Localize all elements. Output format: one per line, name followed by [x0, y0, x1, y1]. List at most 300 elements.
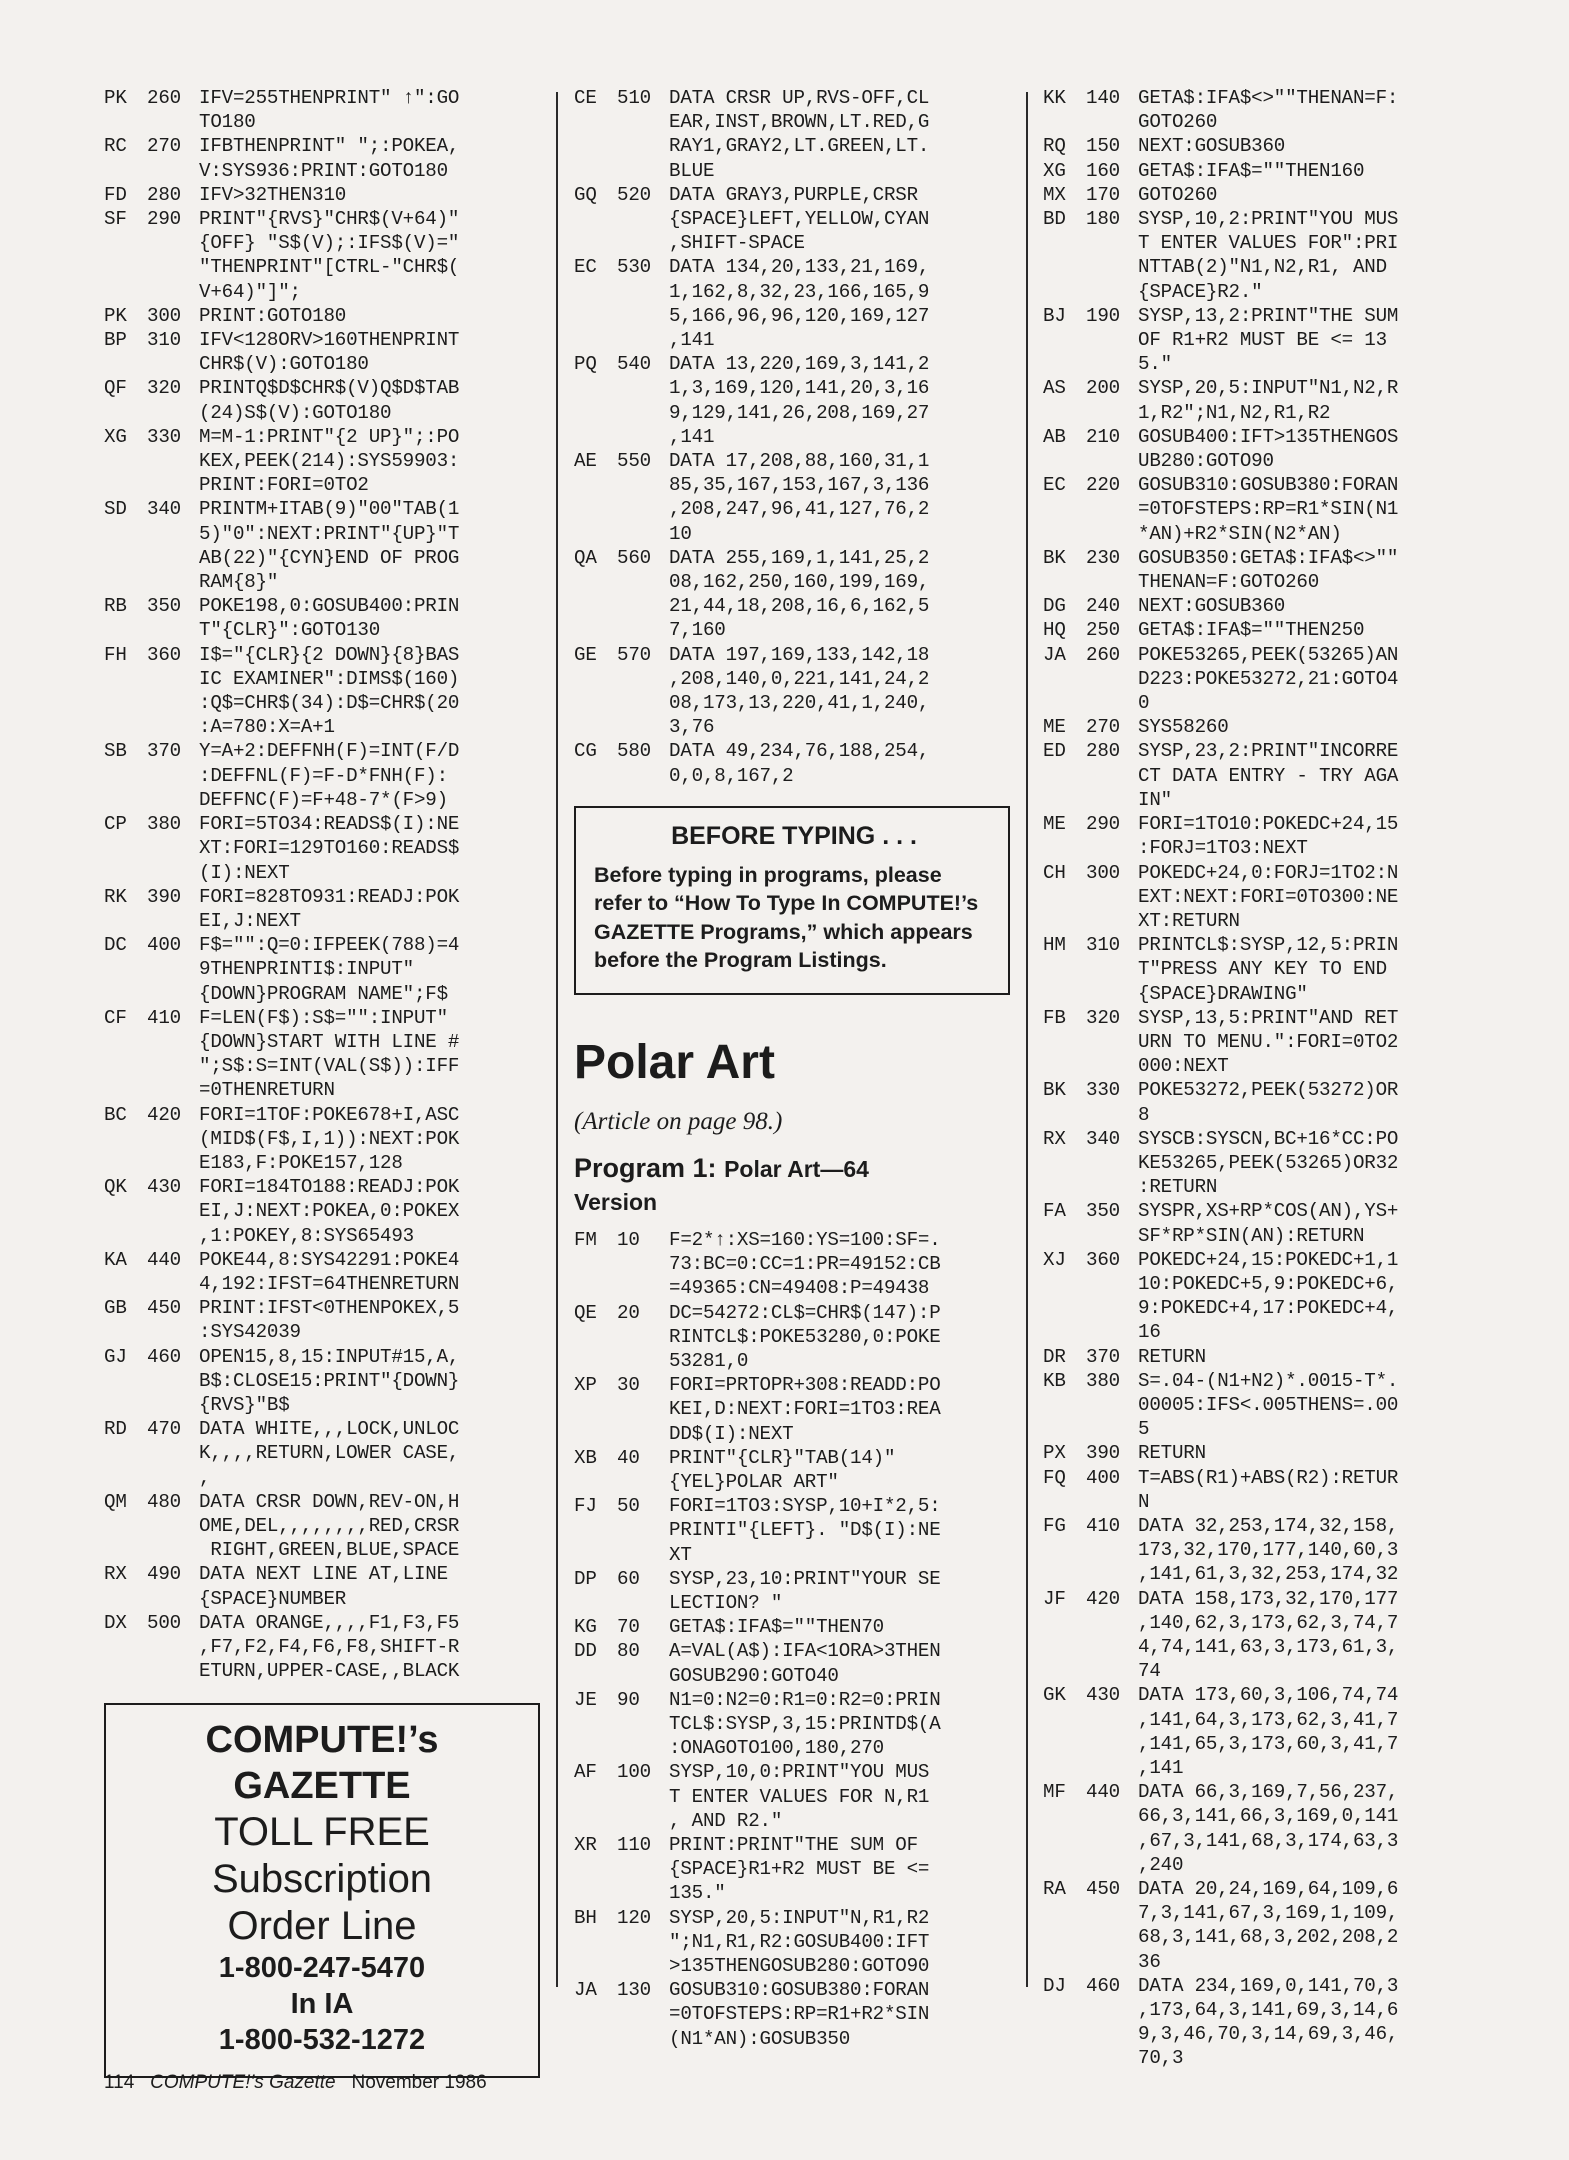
- page-footer: [104, 2072, 487, 2094]
- checksum: JA: [1043, 643, 1066, 666]
- code-continuation: ";S$:S=INT(VAL(S$)):IFF: [199, 1055, 460, 1078]
- program-line: [1043, 739, 1483, 812]
- line-number: 190: [1086, 304, 1120, 327]
- checksum: BK: [1043, 546, 1066, 569]
- checksum: AE: [574, 450, 597, 473]
- checksum: KG: [574, 1616, 597, 1639]
- code-text: NEXT:GOSUB360: [1138, 135, 1286, 158]
- line-number: 280: [1086, 740, 1120, 763]
- program-line: [104, 739, 544, 812]
- code-text: PRINTM+ITAB(9)"00"TAB(1: [199, 498, 460, 521]
- line-number: 530: [617, 256, 651, 279]
- checksum: SF: [104, 208, 127, 231]
- program-line: [1043, 159, 1483, 183]
- program-line: [574, 183, 1016, 256]
- line-number: 370: [1086, 1345, 1120, 1368]
- code-text: IFV<128ORV>160THENPRINT: [199, 329, 460, 352]
- code-text: PRINT:PRINT"THE SUM OF: [669, 1833, 918, 1856]
- code-continuation: {OFF} "S$(V);:IFS$(V)=": [199, 232, 460, 255]
- code-continuation: RINTCL$:POKE53280,0:POKE: [669, 1325, 941, 1348]
- checksum: HM: [1043, 934, 1066, 957]
- line-number: 90: [617, 1688, 640, 1711]
- code-text: F$="":Q=0:IFPEEK(788)=4: [199, 934, 460, 957]
- code-text: GOTO260: [1138, 183, 1218, 206]
- program-line: [104, 594, 544, 642]
- program-line: [574, 1688, 1016, 1761]
- line-number: 50: [617, 1495, 640, 1518]
- code-continuation: (MID$(F$,I,1)):NEXT:POK: [199, 1127, 460, 1150]
- program-line: [574, 1615, 1016, 1639]
- program-line: [104, 1006, 544, 1103]
- ad-phone-1: 1-800-247-5470: [218, 1952, 426, 1985]
- program-line: [104, 1562, 544, 1610]
- program-line: [104, 1103, 544, 1176]
- code-text: DATA 17,208,88,160,31,1: [669, 450, 930, 473]
- program-line: [1043, 1877, 1483, 1974]
- line-number: 410: [1086, 1514, 1120, 1537]
- line-number: 270: [147, 135, 181, 158]
- program-line: [574, 546, 1016, 643]
- code-text: FORI=1TO3:SYSP,10+I*2,5:: [669, 1495, 941, 1518]
- code-text: FORI=184TO188:READJ:POK: [199, 1176, 460, 1199]
- code-text: FORI=1TO10:POKEDC+24,15: [1138, 813, 1399, 836]
- line-number: 390: [1086, 1442, 1120, 1465]
- program-line: [574, 1301, 1016, 1374]
- code-continuation: 8: [1138, 1103, 1150, 1126]
- checksum: RQ: [1043, 135, 1066, 158]
- code-continuation: T ENTER VALUES FOR":PRI: [1138, 232, 1399, 255]
- checksum: FQ: [1043, 1466, 1066, 1489]
- checksum: FJ: [574, 1495, 597, 1518]
- code-text: DC=54272:CL$=CHR$(147):P: [669, 1301, 941, 1324]
- checksum: SB: [104, 740, 127, 763]
- line-number: 460: [1086, 1974, 1120, 1997]
- code-continuation: =0THENRETURN: [199, 1079, 335, 1102]
- polar-art-listing-part-1: [574, 1228, 1016, 2051]
- code-text: I$="{CLR}{2 DOWN}{8}BAS: [199, 643, 460, 666]
- code-continuation: 9:POKEDC+4,17:POKEDC+4,: [1138, 1297, 1399, 1320]
- line-number: 300: [147, 304, 181, 327]
- code-continuation: ,SHIFT-SPACE: [669, 232, 805, 255]
- checksum: AF: [574, 1761, 597, 1784]
- line-number: 40: [617, 1446, 640, 1469]
- checksum: FD: [104, 183, 127, 206]
- code-continuation: PRINT:FORI=0TO2: [199, 474, 369, 497]
- code-continuation: 4,192:IFST=64THENRETURN: [199, 1272, 460, 1295]
- program-line: [104, 643, 544, 740]
- code-text: SYSCB:SYSCN,BC+16*CC:PO: [1138, 1127, 1399, 1150]
- ad-brand-gazette: GAZETTE: [233, 1765, 411, 1808]
- code-continuation: *AN)+R2*SIN(N2*AN): [1138, 522, 1342, 545]
- line-number: 490: [147, 1563, 181, 1586]
- code-continuation: 5)"0":NEXT:PRINT"{UP}"T: [199, 522, 460, 545]
- code-text: N1=0:N2=0:R1=0:R2=0:PRIN: [669, 1688, 941, 1711]
- line-number: 260: [1086, 643, 1120, 666]
- checksum: DC: [104, 934, 127, 957]
- code-continuation: TO180: [199, 111, 256, 134]
- checksum: AB: [1043, 425, 1066, 448]
- program-line: [104, 885, 544, 933]
- code-continuation: 3,76: [669, 716, 715, 739]
- program-line: [1043, 1199, 1483, 1247]
- code-text: PRINT:GOTO180: [199, 304, 347, 327]
- code-continuation: ,140,62,3,173,62,3,74,7: [1138, 1611, 1399, 1634]
- checksum: PQ: [574, 353, 597, 376]
- line-number: 150: [1086, 135, 1120, 158]
- code-continuation: V+64)"]";: [199, 280, 301, 303]
- code-continuation: D223:POKE53272,21:GOTO4: [1138, 667, 1399, 690]
- code-text: DATA 13,220,169,3,141,2: [669, 353, 930, 376]
- checksum: FM: [574, 1228, 597, 1251]
- checksum: EC: [1043, 474, 1066, 497]
- page-number: 114: [104, 2072, 135, 2093]
- code-continuation: PRINTI"{LEFT}. "D$(I):NE: [669, 1519, 941, 1542]
- program-line: [574, 1639, 1016, 1687]
- program-line: [574, 1906, 1016, 1979]
- line-number: 180: [1086, 208, 1120, 231]
- code-continuation: =0TOFSTEPS:RP=R1+R2*SIN: [669, 2003, 930, 2026]
- program-line: [104, 328, 544, 376]
- code-continuation: :Q$=CHR$(34):D$=CHR$(20: [199, 692, 460, 715]
- code-continuation: ,141: [669, 425, 715, 448]
- line-number: 330: [147, 425, 181, 448]
- code-continuation: 66,3,141,66,3,169,0,141: [1138, 1805, 1399, 1828]
- checksum: XR: [574, 1833, 597, 1856]
- code-continuation: 4,74,141,63,3,173,61,3,: [1138, 1636, 1399, 1658]
- line-number: 230: [1086, 546, 1120, 569]
- code-continuation: IC EXAMINER":DIMS$(160): [199, 667, 460, 690]
- program-line: [1043, 425, 1483, 473]
- code-continuation: 73:BC=0:CC=1:PR=49152:CB: [669, 1253, 941, 1276]
- line-number: 370: [147, 740, 181, 763]
- code-continuation: {SPACE}LEFT,YELLOW,CYAN: [669, 208, 930, 231]
- code-continuation: NTTAB(2)"N1,N2,R1, AND: [1138, 256, 1387, 279]
- ad-subscription: Subscription: [211, 1857, 433, 1902]
- code-continuation: ,173,64,3,141,69,3,14,6: [1138, 1999, 1399, 2022]
- code-continuation: 0: [1138, 692, 1150, 715]
- program-title-label: Program 1:: [574, 1152, 717, 1183]
- code-continuation: >135THENGOSUB280:GOTO90: [669, 1954, 930, 1977]
- line-number: 200: [1086, 377, 1120, 400]
- program-line: [574, 1567, 1016, 1615]
- checksum: DX: [104, 1611, 127, 1634]
- column-3: [1043, 86, 1483, 2071]
- code-continuation: :SYS42039: [199, 1321, 301, 1344]
- checksum: DR: [1043, 1345, 1066, 1368]
- code-text: F=2*↑:XS=160:YS=100:SF=.: [669, 1228, 941, 1251]
- code-text: DATA GRAY3,PURPLE,CRSR: [669, 183, 918, 206]
- code-text: A=VAL(A$):IFA<1ORA>3THEN: [669, 1640, 941, 1663]
- checksum: BD: [1043, 208, 1066, 231]
- code-continuation: 10: [669, 522, 692, 545]
- code-continuation: LECTION? ": [669, 1591, 783, 1614]
- code-continuation: 21,44,18,208,16,6,162,5: [669, 595, 930, 618]
- code-text: POKEDC+24,15:POKEDC+1,1: [1138, 1248, 1399, 1271]
- code-text: NEXT:GOSUB360: [1138, 595, 1286, 618]
- code-text: DATA 197,169,133,142,18: [669, 643, 930, 666]
- checksum: MF: [1043, 1781, 1066, 1804]
- code-continuation: {RVS}"B$: [199, 1393, 290, 1416]
- code-text: Y=A+2:DEFFNH(F)=INT(F/D: [199, 740, 460, 763]
- checksum: CP: [104, 813, 127, 836]
- code-text: DATA 255,169,1,141,25,2: [669, 546, 930, 569]
- line-number: 210: [1086, 425, 1120, 448]
- code-text: M=M-1:PRINT"{2 UP}";:PO: [199, 425, 460, 448]
- before-typing-title: BEFORE TYPING . . .: [671, 821, 917, 850]
- checksum: RC: [104, 135, 127, 158]
- line-number: 380: [147, 813, 181, 836]
- program-line: [574, 1494, 1016, 1567]
- line-number: 420: [147, 1103, 181, 1126]
- line-number: 450: [1086, 1878, 1120, 1901]
- program-line: [1043, 715, 1483, 739]
- code-continuation: 135.": [669, 1882, 726, 1905]
- program-line: [1043, 812, 1483, 860]
- program-line: [104, 304, 544, 328]
- program-line: [104, 183, 544, 207]
- code-text: PRINT:IFST<0THENPOKEX,5: [199, 1297, 460, 1320]
- code-continuation: ,141,64,3,173,62,3,41,7: [1138, 1708, 1399, 1731]
- code-continuation: 08,162,250,160,199,169,: [669, 571, 930, 594]
- line-number: 140: [1086, 87, 1120, 109]
- program-line: [1043, 1466, 1483, 1514]
- code-text: SYSP,13,5:PRINT"AND RET: [1138, 1006, 1399, 1029]
- code-continuation: 1,R2";N1,N2,R1,R2: [1138, 401, 1331, 424]
- checksum: BK: [1043, 1079, 1066, 1102]
- code-continuation: ,141: [1138, 1757, 1184, 1780]
- magazine-name: COMPUTE!’s Gazette: [150, 2072, 336, 2093]
- code-continuation: {SPACE}R1+R2 MUST BE <=: [669, 1858, 930, 1881]
- code-continuation: T"PRESS ANY KEY TO END: [1138, 958, 1387, 981]
- program-line: [1043, 1514, 1483, 1587]
- checksum: DD: [574, 1640, 597, 1663]
- line-number: 100: [617, 1761, 651, 1784]
- code-continuation: 9,129,141,26,208,169,27: [669, 401, 930, 424]
- code-continuation: OME,DEL,,,,,,,,RED,CRSR: [199, 1514, 460, 1537]
- code-continuation: DEFFNC(F)=F+48-7*(F>9): [199, 788, 448, 811]
- ad-in-ia: In IA: [290, 1988, 354, 2021]
- line-number: 440: [1086, 1781, 1120, 1804]
- code-text: DATA 134,20,133,21,169,: [669, 256, 930, 279]
- code-continuation: AB(22)"{CYN}END OF PROG: [199, 546, 460, 569]
- code-text: PRINTQ$D$CHR$(V)Q$D$TAB: [199, 377, 460, 400]
- program-line: [574, 1978, 1016, 2051]
- code-text: S=.04-(N1+N2)*.0015-T*.: [1138, 1369, 1399, 1392]
- code-continuation: GOTO260: [1138, 111, 1218, 134]
- program-line: [1043, 473, 1483, 546]
- before-typing-box: [574, 806, 1010, 995]
- ad-brand: COMPUTE!’s: [205, 1719, 439, 1762]
- code-text: GETA$:IFA$=""THEN160: [1138, 159, 1365, 182]
- article-reference: (Article on page 98.): [574, 1107, 783, 1135]
- program-line: [104, 134, 544, 182]
- program-line: [574, 352, 1016, 449]
- checksum: DG: [1043, 595, 1066, 618]
- line-number: 70: [617, 1616, 640, 1639]
- checksum: RX: [1043, 1127, 1066, 1150]
- checksum: XG: [1043, 159, 1066, 182]
- program-line: [574, 1833, 1016, 1906]
- code-text: GOSUB400:IFT>135THENGOS: [1138, 425, 1399, 448]
- checksum: RD: [104, 1418, 127, 1441]
- code-continuation: EAR,INST,BROWN,LT.RED,G: [669, 111, 930, 134]
- code-text: SYSP,10,2:PRINT"YOU MUS: [1138, 208, 1399, 231]
- line-number: 570: [617, 643, 651, 666]
- program-line: [1043, 207, 1483, 304]
- code-continuation: T ENTER VALUES FOR N,R1: [669, 1785, 930, 1808]
- code-text: GOSUB310:GOSUB380:FORAN: [1138, 474, 1399, 497]
- program-line: [1043, 1780, 1483, 1877]
- code-continuation: 10:POKEDC+5,9:POKEDC+6,: [1138, 1272, 1399, 1295]
- code-text: SYSPR,XS+RP*COS(AN),YS+: [1138, 1200, 1399, 1223]
- checksum: QK: [104, 1176, 127, 1199]
- checksum: QM: [104, 1490, 127, 1513]
- line-number: 430: [147, 1176, 181, 1199]
- code-continuation: ,141,65,3,173,60,3,41,7: [1138, 1732, 1399, 1755]
- line-number: 30: [617, 1374, 640, 1397]
- checksum: XG: [104, 425, 127, 448]
- ad-toll-free: TOLL FREE: [214, 1810, 430, 1855]
- checksum: ME: [1043, 716, 1066, 739]
- program-line: [1043, 86, 1483, 134]
- program-line: [1043, 1683, 1483, 1780]
- line-number: 480: [147, 1490, 181, 1513]
- code-continuation: {YEL}POLAR ART": [669, 1470, 839, 1493]
- code-text: DATA ORANGE,,,,F1,F3,F5: [199, 1611, 460, 1634]
- line-number: 350: [1086, 1200, 1120, 1223]
- program-line: [574, 255, 1016, 352]
- code-text: SYSP,20,5:INPUT"N,R1,R2: [669, 1906, 930, 1929]
- article-title: Polar Art: [574, 1035, 775, 1089]
- checksum: BC: [104, 1103, 127, 1126]
- code-continuation: KEX,PEEK(214):SYS59903:: [199, 450, 460, 473]
- code-continuation: 9THENPRINTI$:INPUT": [199, 958, 414, 981]
- program-line: [104, 1296, 544, 1344]
- line-number: 130: [617, 1979, 651, 2002]
- code-continuation: 70,3: [1138, 2047, 1184, 2070]
- line-number: 290: [1086, 813, 1120, 836]
- code-continuation: 53281,0: [669, 1349, 749, 1372]
- program-line: [104, 1490, 544, 1563]
- line-number: 470: [147, 1418, 181, 1441]
- checksum: CH: [1043, 861, 1066, 884]
- code-text: SYSP,20,5:INPUT"N1,N2,R: [1138, 377, 1399, 400]
- code-text: PRINT"{RVS}"CHR$(V+64)": [199, 208, 460, 231]
- code-continuation: E183,F:POKE157,128: [199, 1151, 403, 1174]
- code-continuation: {SPACE}R2.": [1138, 280, 1263, 303]
- program-line: [1043, 1441, 1483, 1465]
- code-continuation: 68,3,141,68,3,202,208,2: [1138, 1926, 1399, 1949]
- program-line: [574, 643, 1016, 740]
- checksum: GE: [574, 643, 597, 666]
- checksum: GJ: [104, 1345, 127, 1368]
- code-text: GOSUB310:GOSUB380:FORAN: [669, 1979, 930, 2002]
- code-text: OPEN15,8,15:INPUT#15,A,: [199, 1345, 460, 1368]
- code-continuation: ,240: [1138, 1853, 1184, 1876]
- program-line: [104, 425, 544, 498]
- line-number: 250: [1086, 619, 1120, 642]
- checksum: XJ: [1043, 1248, 1066, 1271]
- checksum: JF: [1043, 1587, 1066, 1610]
- code-continuation: B$:CLOSE15:PRINT"{DOWN}: [199, 1369, 460, 1392]
- program-line: [574, 86, 1016, 183]
- checksum: EC: [574, 256, 597, 279]
- code-text: POKE44,8:SYS42291:POKE4: [199, 1248, 460, 1271]
- line-number: 20: [617, 1301, 640, 1324]
- program-line: [574, 1373, 1016, 1446]
- line-number: 460: [147, 1345, 181, 1368]
- code-text: IFBTHENPRINT" ";:POKEA,: [199, 135, 460, 158]
- code-continuation: RAY1,GRAY2,LT.GREEN,LT.: [669, 135, 930, 158]
- code-continuation: T"{CLR}":GOTO130: [199, 619, 381, 642]
- code-continuation: , AND R2.": [669, 1809, 783, 1832]
- column-rule: [556, 92, 558, 1987]
- code-continuation: (24)S$(V):GOTO180: [199, 401, 392, 424]
- code-continuation: EXT:NEXT:FORI=0TO300:NE: [1138, 885, 1399, 908]
- program-line: [1043, 376, 1483, 424]
- issue-date: November 1986: [351, 2072, 487, 2093]
- checksum: KA: [104, 1248, 127, 1271]
- code-continuation: EI,J:NEXT: [199, 909, 301, 932]
- program-line: [1043, 1248, 1483, 1345]
- code-continuation: 1,162,8,32,23,166,165,9: [669, 280, 930, 303]
- checksum: RX: [104, 1563, 127, 1586]
- code-text: FORI=1TOF:POKE678+I,ASC: [199, 1103, 460, 1126]
- code-continuation: {SPACE}DRAWING": [1138, 982, 1308, 1005]
- code-continuation: 173,32,170,177,140,60,3: [1138, 1539, 1399, 1562]
- checksum: HQ: [1043, 619, 1066, 642]
- checksum: DP: [574, 1567, 597, 1590]
- code-continuation: 08,173,13,220,41,1,240,: [669, 692, 930, 715]
- line-number: 300: [1086, 861, 1120, 884]
- line-number: 510: [617, 87, 651, 109]
- program-line: [574, 1760, 1016, 1833]
- line-number: 60: [617, 1567, 640, 1590]
- line-number: 390: [147, 885, 181, 908]
- checksum: JA: [574, 1979, 597, 2002]
- checksum: MX: [1043, 183, 1066, 206]
- code-continuation: UB280:GOTO90: [1138, 450, 1274, 473]
- program-line: [1043, 1078, 1483, 1126]
- code-continuation: 5,166,96,96,120,169,127: [669, 304, 930, 327]
- program-line: [574, 739, 1016, 787]
- code-continuation: DD$(I):NEXT: [669, 1422, 794, 1445]
- line-number: 400: [1086, 1466, 1120, 1489]
- code-continuation: RAM{8}": [199, 571, 279, 594]
- program-listing-part-1: [104, 86, 544, 1683]
- program-line: [574, 1228, 1016, 1301]
- code-continuation: :RETURN: [1138, 1176, 1218, 1199]
- code-continuation: XT: [669, 1543, 692, 1566]
- program-line: [104, 207, 544, 304]
- code-continuation: 74: [1138, 1660, 1161, 1683]
- line-number: 260: [147, 87, 181, 109]
- code-continuation: ,208,247,96,41,127,76,2: [669, 498, 930, 521]
- subscription-ad-box: [104, 1703, 540, 2078]
- checksum: PK: [104, 87, 127, 109]
- program-line: [1043, 594, 1483, 618]
- line-number: 160: [1086, 159, 1120, 182]
- program-line: [574, 449, 1016, 546]
- code-continuation: {DOWN}START WITH LINE #: [199, 1030, 460, 1053]
- polar-art-listing-part-2: [1043, 86, 1483, 2071]
- line-number: 380: [1086, 1369, 1120, 1392]
- line-number: 410: [147, 1006, 181, 1029]
- checksum: SD: [104, 498, 127, 521]
- checksum: QA: [574, 546, 597, 569]
- line-number: 270: [1086, 716, 1120, 739]
- line-number: 310: [1086, 934, 1120, 957]
